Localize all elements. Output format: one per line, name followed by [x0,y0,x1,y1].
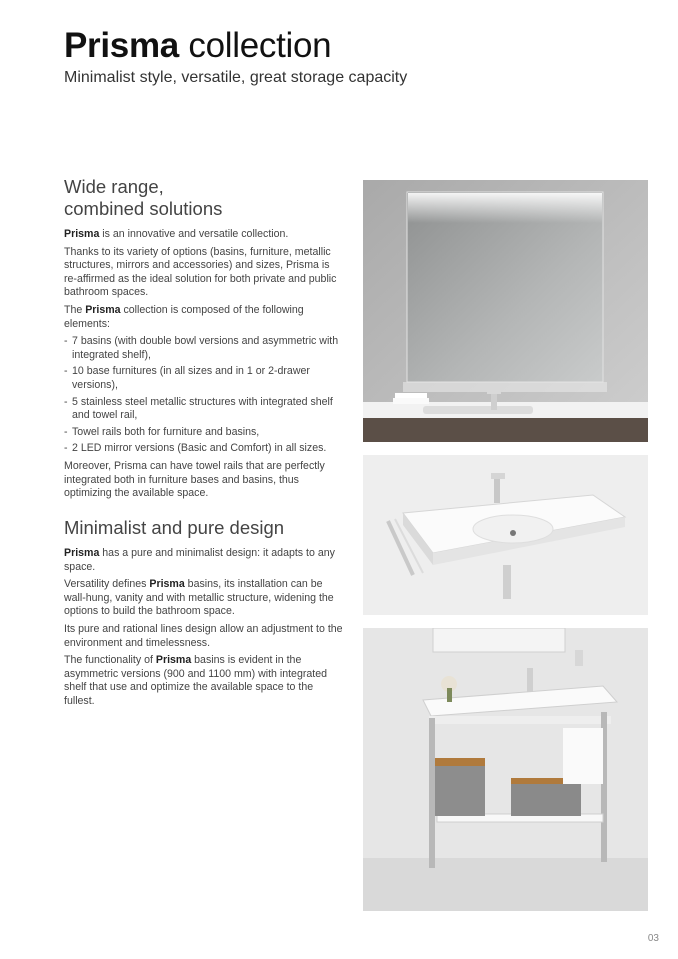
paragraph: Moreover, Prisma can have towel rails that are perfectly integrated both in furniture bases and basins, thus optimizing the available space. [64,459,325,500]
section-heading [64,176,344,220]
basin-illustration [363,455,648,615]
paragraph [64,228,344,242]
paragraph-text: basins, its installation can be wall-hung, vanity and with metallic structure, widening the options to build the bathroom space. [64,578,334,618]
page-number: 03 [647,933,659,944]
section-wide-range [64,176,344,505]
brand-name: Prisma [64,547,100,559]
section-heading: Minimalist and pure design [64,517,285,538]
brand-name: Prisma [155,654,192,667]
heading-line-1: Wide range, [64,176,164,197]
photo-basin-towel-rail [363,455,648,615]
paragraph-text: basins is evident in the asymmetric versions (900 and 1100 mm) with integrated shelf that use and optimize the available space to the fullest. [64,654,327,707]
list-item: - 5 stainless steel metallic structures with integrated shelf and towel rail, [64,396,344,423]
paragraph: Its pure and rational lines design allow an adjustment to the environment and timelessness. [64,622,343,649]
elements-list [64,335,344,456]
page-subtitle: Minimalist style, versatile, great storage capacity [64,69,408,86]
title-brand: Prisma [64,26,179,65]
title-suffix: collection [188,26,332,65]
paragraph [64,654,344,708]
paragraph-text: has a pure and minimalist design: it adapts to any space. [64,547,335,573]
brand-name: Prisma [64,228,100,240]
paragraph: Thanks to its variety of options (basins, furniture, metallic structures, mirrors and accessories) and sizes, Prisma is re-affirmed as the ideal solution for both private and public bathroom spaces. [64,245,337,299]
paragraph [64,304,344,331]
structure-illustration [363,628,648,911]
brand-name: Prisma [149,578,185,591]
paragraph-text: The [64,303,86,316]
list-item: - 2 LED mirror versions (Basic and Comfort) in all sizes. [64,442,344,456]
heading-line-2: combined solutions [64,198,223,219]
list-item: - Towel rails both for furniture and basins, [64,426,344,440]
paragraph-text: The functionality of [64,654,156,667]
paragraph-text: collection is composed of the following elements: [64,303,304,330]
section-minimalist-design [64,517,344,713]
mirror-vanity-illustration [363,180,648,442]
paragraph [64,578,344,619]
photo-metallic-structure [363,628,648,911]
list-item: - 7 basins (with double bowl versions and asymmetric with integrated shelf), [64,335,344,362]
paragraph-text: is an innovative and versatile collection. [99,228,289,240]
page-title [64,26,331,66]
paragraph-text: Versatility defines [64,578,150,591]
photo-mirror-vanity [363,180,648,442]
list-item: - 10 base furnitures (in all sizes and in 1 or 2-drawer versions), [64,365,344,392]
paragraph [64,547,344,574]
brand-name: Prisma [85,303,121,316]
